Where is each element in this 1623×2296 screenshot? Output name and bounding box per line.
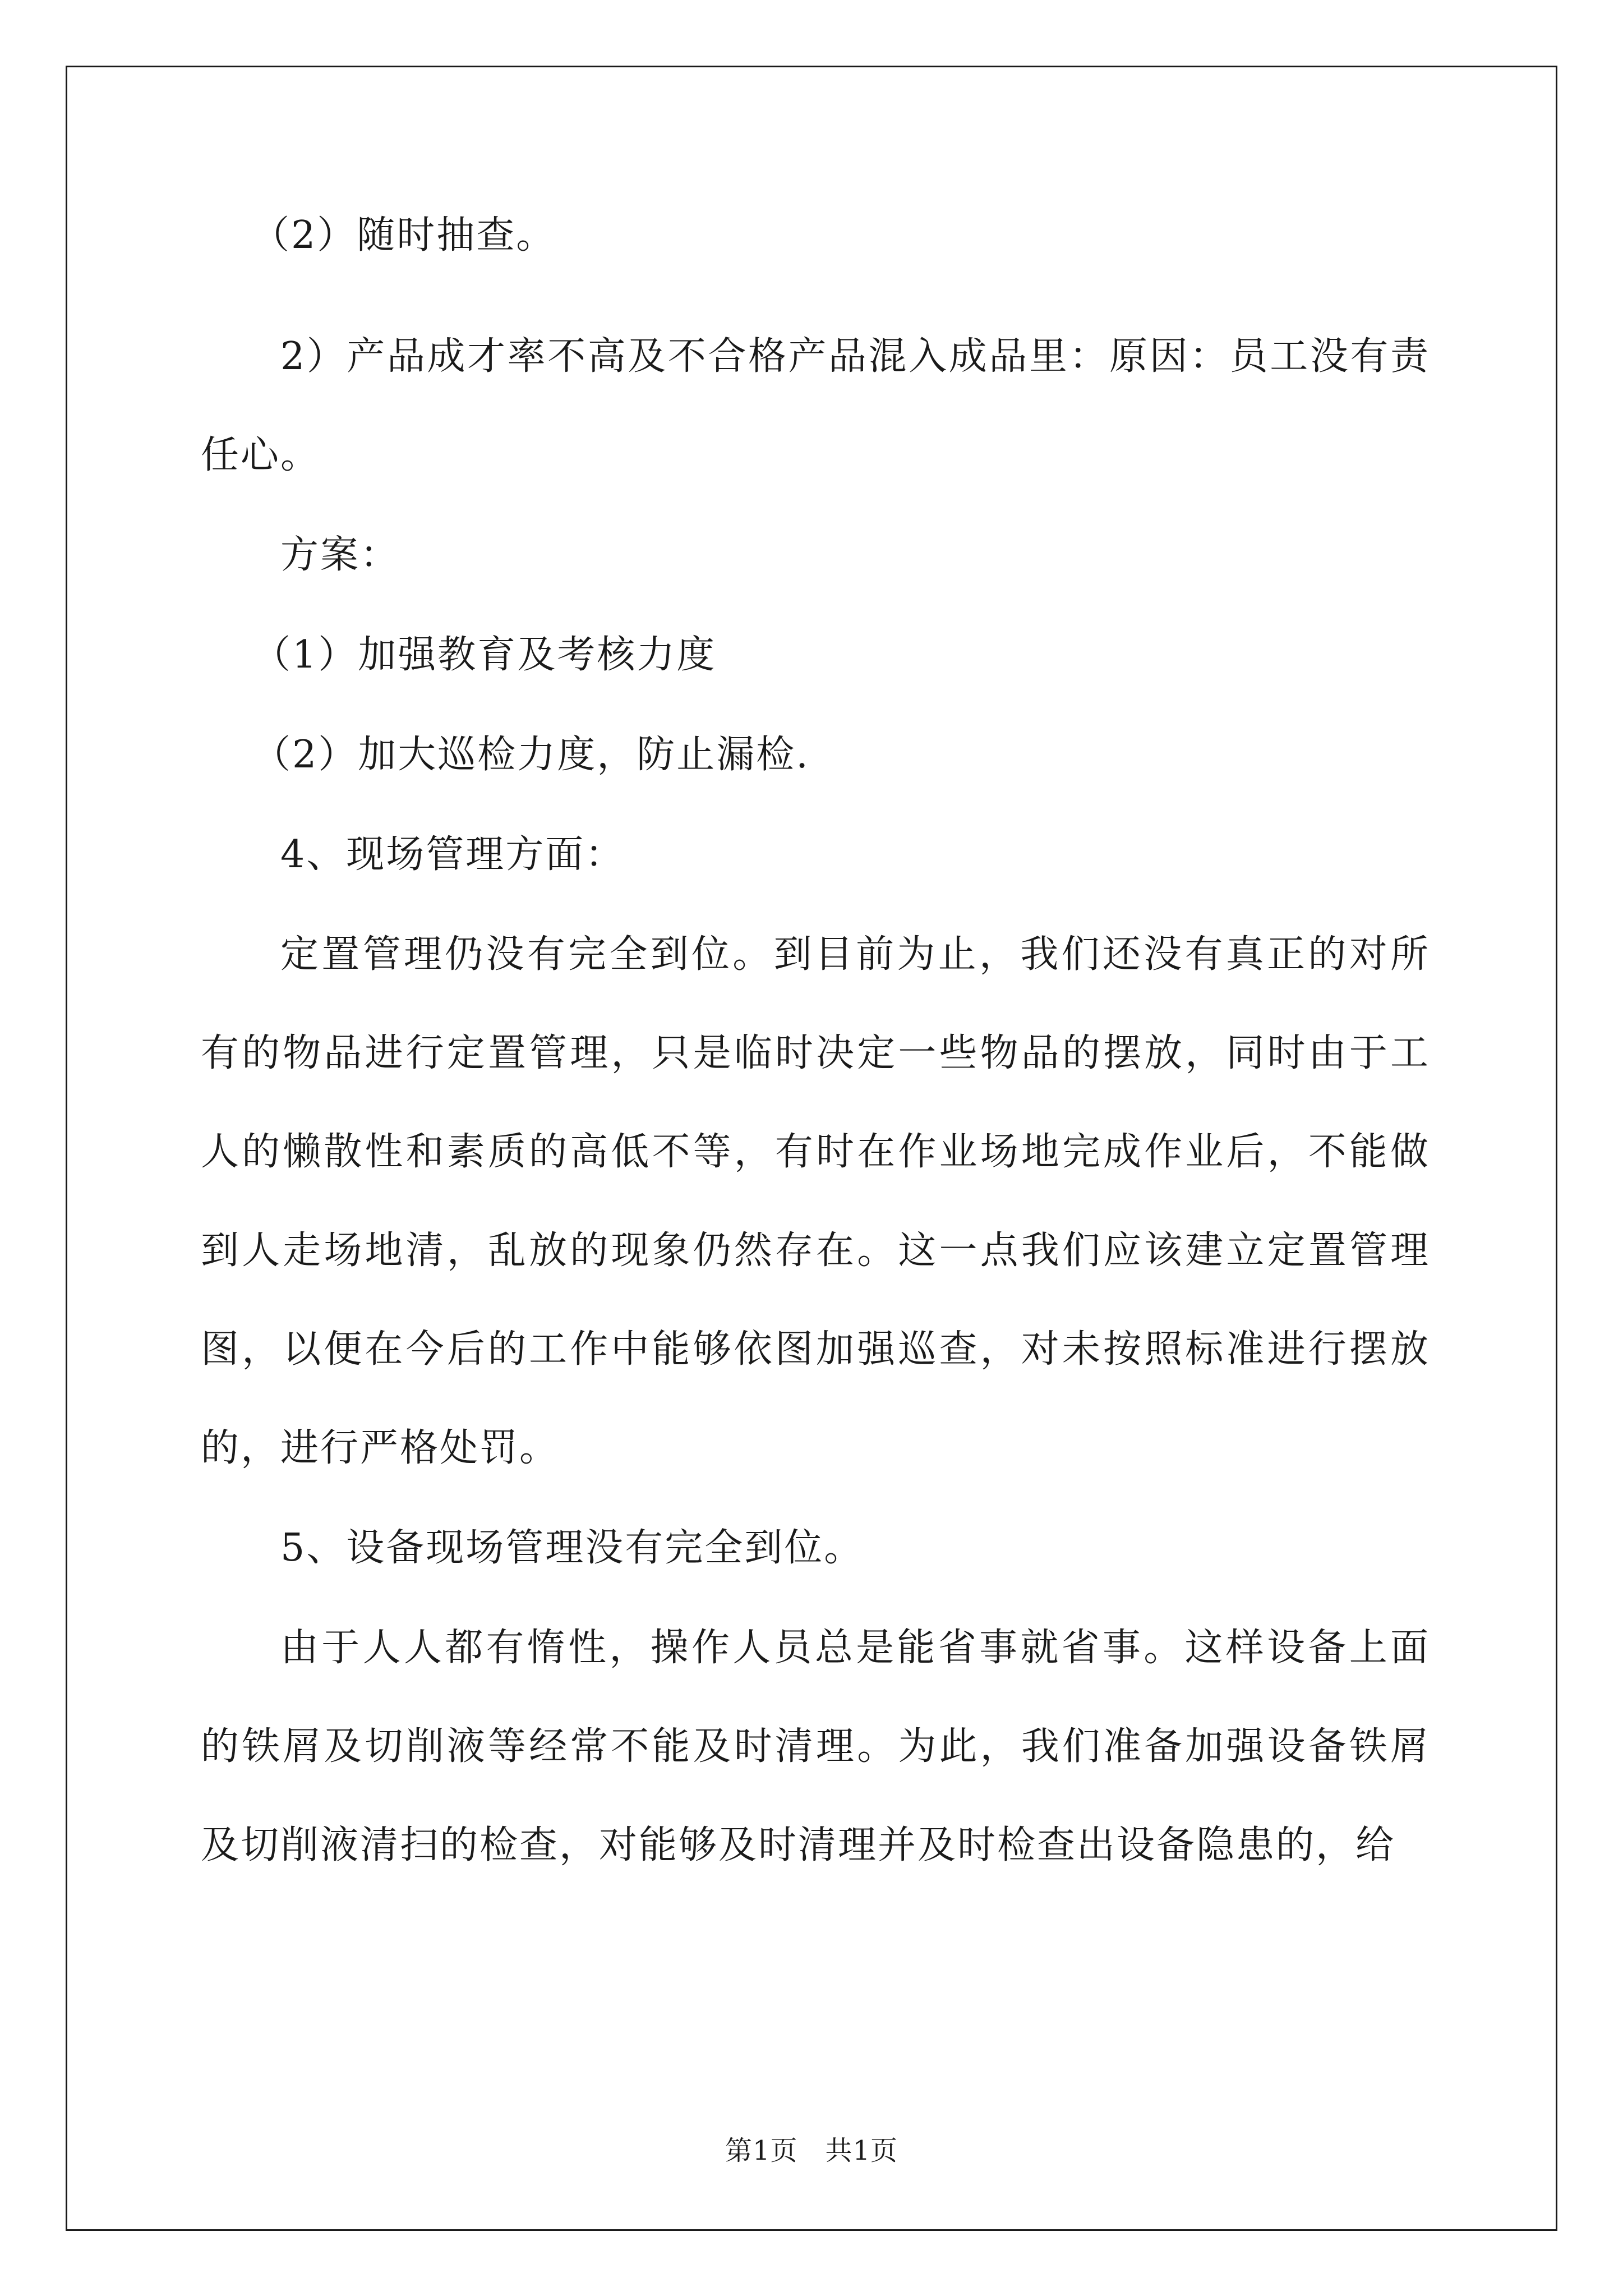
paragraph-4: （1）加强教育及考核力度 — [252, 633, 717, 677]
paragraph-7: 定置管理仍没有完全到位。到目前为止，我们还没有真正的对所有的物品进行定置管理，只是临时决定一些物品的摆放，同时由于工人的懒散性和素质的高低不等，有时在作业场地完成作业后，不能做到人走场地清，乱放的现象仍然存在。这一点我们应该建立定置管理图，以便在今后的工作中能够依图加强巡查，对未按照标准进行摆放的，进行严格处罚。 — [201, 932, 1430, 1470]
paragraph-6: 4、现场管理方面： — [280, 832, 625, 877]
paragraph-2: 2）产品成才率不高及不合格产品混入成品里：原因：员工没有责任心。 — [201, 334, 1430, 477]
paragraph-8: 5、设备现场管理没有完全到位。 — [280, 1526, 864, 1570]
paragraph-9: 由于人人都有惰性，操作人员总是能省事就省事。这样设备上面的铁屑及切削液等经常不能及时清理。为此，我们准备加强设备铁屑及切削液清扫的检查，对能够及时清理并及时检查出设备隐患的，给 — [201, 1626, 1430, 1867]
document-body — [201, 208, 1430, 1917]
paragraph-1: （2）随时抽查。 — [251, 213, 556, 257]
paragraph-3: 方案： — [280, 533, 400, 577]
page-footer: 第1页 共1页 — [725, 2135, 898, 2166]
paragraph-5: （2）加大巡检力度，防止漏检. — [252, 733, 810, 777]
